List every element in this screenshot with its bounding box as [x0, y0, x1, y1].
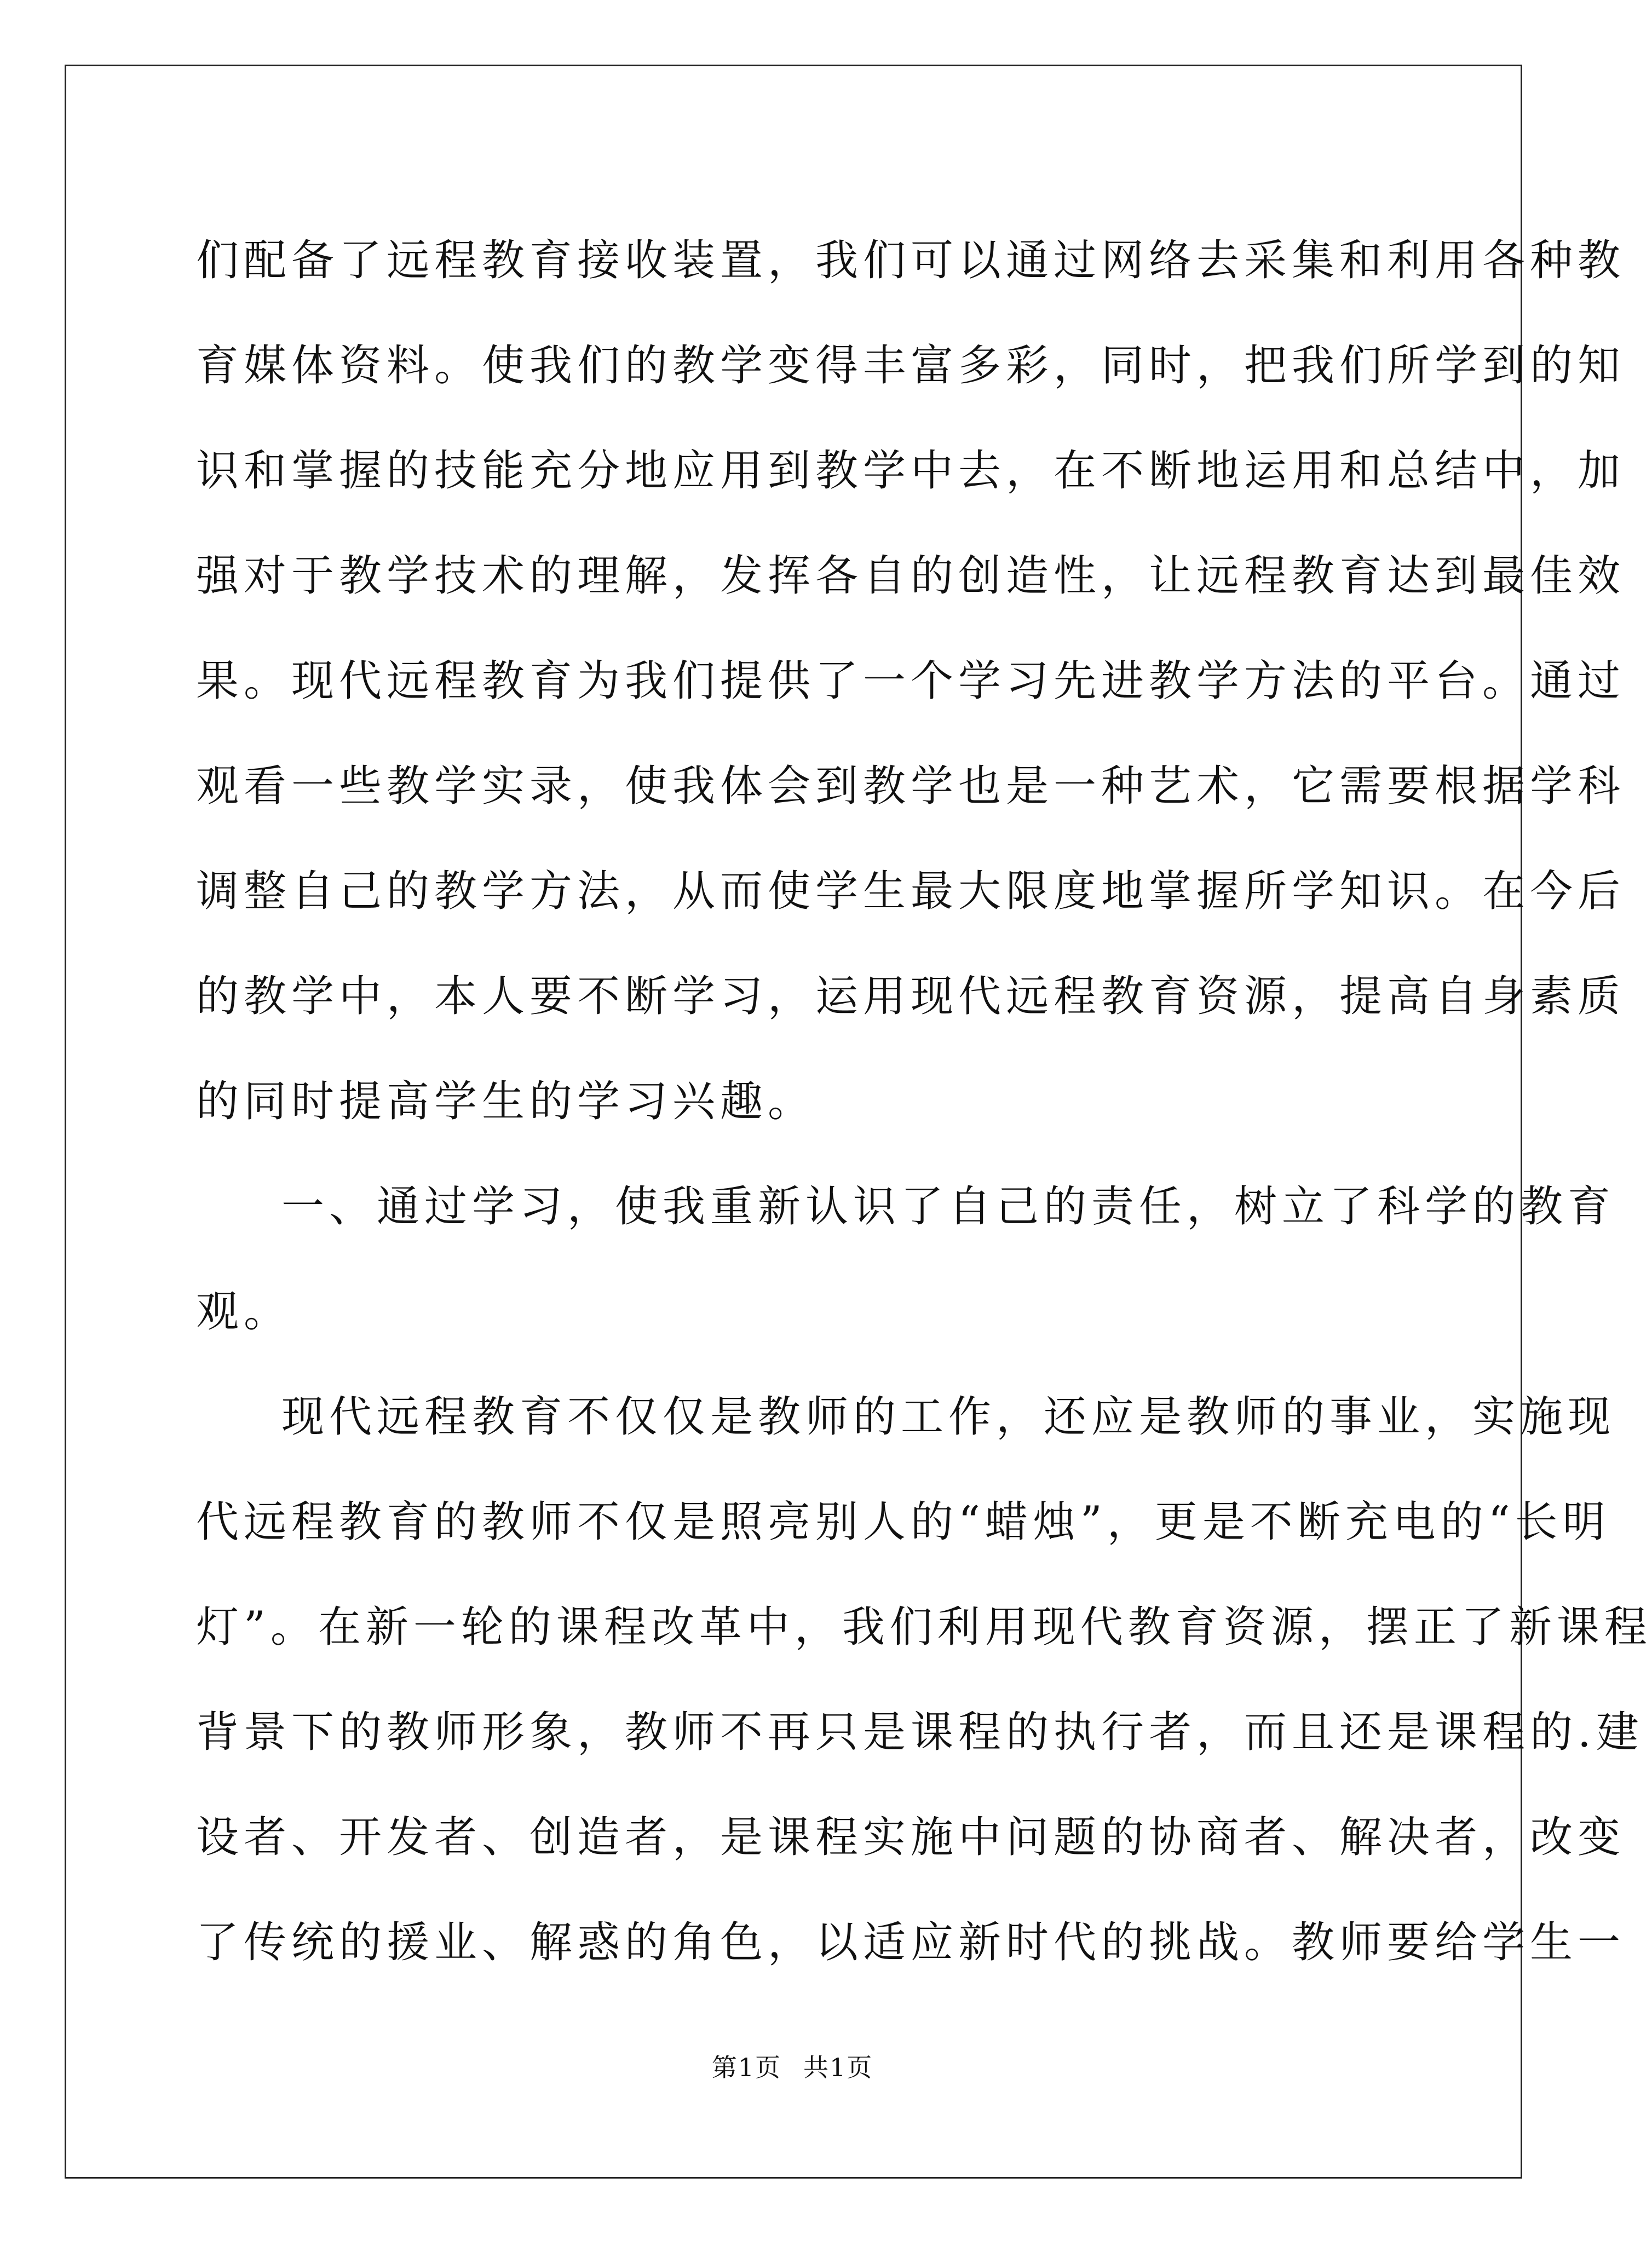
text-line: 了传统的援业、解惑的角色，以适应新时代的挑战。教师要给学生一: [196, 1918, 1626, 1967]
page-number-total: 共1页: [803, 2053, 873, 2082]
text-line: 强对于教学技术的理解，发挥各自的创造性，让远程教育达到最佳效: [196, 551, 1626, 601]
text-line: 灯”。在新一轮的课程改革中，我们利用现代教育资源，摆正了新课程: [196, 1603, 1652, 1652]
text-line: 一、通过学习，使我重新认识了自己的责任，树立了科学的教育: [281, 1182, 1616, 1231]
text-line: 现代远程教育不仅仅是教师的工作，还应是教师的事业，实施现: [281, 1392, 1616, 1442]
text-line: 育媒体资料。使我们的教学变得丰富多彩，同时，把我们所学到的知: [196, 341, 1626, 390]
text-line: 设者、开发者、创造者，是课程实施中问题的协商者、解决者，改变: [196, 1813, 1626, 1862]
text-line: 背景下的教师形象，教师不再只是课程的执行者，而且还是课程的.建: [196, 1708, 1644, 1757]
text-line: 识和掌握的技能充分地应用到教学中去，在不断地运用和总结中，加: [196, 446, 1626, 496]
text-line: 代远程教育的教师不仅是照亮别人的“蜡烛”，更是不断充电的“长明: [196, 1497, 1610, 1547]
text-line: 们配备了远程教育接收装置，我们可以通过网络去采集和利用各种教: [196, 236, 1626, 285]
text-line: 观。: [196, 1287, 292, 1336]
text-line: 调整自己的教学方法，从而使学生最大限度地掌握所学知识。在今后: [196, 867, 1626, 916]
text-line: 观看一些教学实录，使我体会到教学也是一种艺术，它需要根据学科: [196, 762, 1626, 811]
text-line: 的同时提高学生的学习兴趣。: [196, 1077, 816, 1126]
document-body: [196, 208, 1652, 1995]
text-line: 果。现代远程教育为我们提供了一个学习先进教学方法的平台。通过: [196, 656, 1626, 706]
page-number-current: 第1页: [711, 2053, 781, 2082]
page-footer: [0, 2048, 1585, 2084]
text-line: 的教学中，本人要不断学习，运用现代远程教育资源，提高自身素质: [196, 972, 1626, 1021]
